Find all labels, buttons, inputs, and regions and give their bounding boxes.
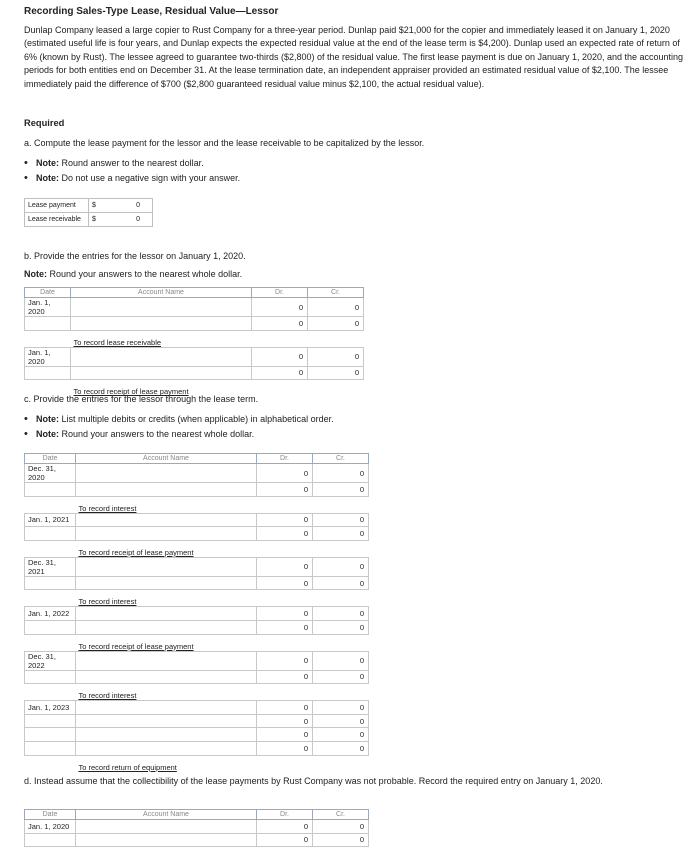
journal-entry-line [25,557,369,576]
memo-row [25,590,369,607]
account-name-input[interactable] [76,464,257,483]
entry-date[interactable]: Jan. 1, 2021 [25,513,76,527]
credit-input[interactable]: 0 [308,347,364,366]
debit-input[interactable]: 0 [257,820,313,834]
memo-row [25,496,369,513]
date-column-header: Date [25,288,71,298]
account-name-input[interactable] [76,527,257,541]
account-name-input[interactable] [76,701,257,715]
account-name-input[interactable] [76,728,257,742]
memo-date-empty [25,634,76,651]
debit-input[interactable]: 0 [257,741,313,755]
date-cell-empty [25,714,76,728]
part-a-note: • Note: Round answer to the nearest dollar. [24,156,240,171]
part-c-notes [24,412,334,441]
debit-input[interactable]: 0 [257,527,313,541]
credit-input[interactable]: 0 [313,607,369,621]
debit-input[interactable]: 0 [252,317,308,331]
journal-entry-line [25,714,369,728]
date-cell-empty [25,317,71,331]
account-name-input[interactable] [76,620,257,634]
journal-entry-line [25,701,369,715]
journal-entry-line [25,317,364,331]
journal-entry-line [25,728,369,742]
memo-cell [76,496,369,513]
account-name-input[interactable] [76,714,257,728]
journal-entry-line [25,576,369,590]
entry-memo: To record receipt of lease payment [78,641,194,651]
debit-input[interactable]: 0 [257,557,313,576]
credit-input[interactable]: 0 [313,651,369,670]
account-name-input[interactable] [76,483,257,497]
memo-date-empty [25,496,76,513]
account-name-column-header: Account Name [71,288,252,298]
journal-entry-line [25,347,364,366]
credit-input[interactable]: 0 [313,557,369,576]
debit-input[interactable]: 0 [252,347,308,366]
entry-date[interactable]: Jan. 1, 2022 [25,607,76,621]
account-name-input[interactable] [71,366,252,380]
date-cell-empty [25,620,76,634]
journal-entry-line [25,513,369,527]
account-name-input[interactable] [76,741,257,755]
debit-input[interactable]: 0 [257,513,313,527]
credit-input[interactable]: 0 [313,513,369,527]
lease-payment-row [25,199,153,213]
journal-entry-line [25,483,369,497]
journal-entry-line [25,464,369,483]
entry-memo: To record receipt of lease payment [78,547,194,557]
date-cell-empty [25,576,76,590]
account-name-input[interactable] [71,347,252,366]
credit-input[interactable]: 0 [313,527,369,541]
memo-cell [76,540,369,557]
debit-input[interactable]: 0 [257,464,313,483]
date-cell-empty [25,670,76,684]
credit-input[interactable]: 0 [313,833,369,847]
credit-column-header: Cr. [313,810,369,820]
credit-input[interactable]: 0 [313,714,369,728]
memo-cell [71,330,364,347]
debit-input[interactable]: 0 [252,366,308,380]
entry-date[interactable]: Jan. 1, 2020 [25,820,76,834]
debit-column-header: Dr. [257,454,313,464]
journal-c-container [24,453,369,772]
account-name-input[interactable] [76,833,257,847]
memo-date-empty [25,330,71,347]
part-a-note: • Note: Do not use a negative sign with your answer. [24,171,240,186]
memo-row [25,540,369,557]
account-name-input[interactable] [71,317,252,331]
part-b-journal-table [24,287,364,396]
credit-input[interactable]: 0 [308,298,364,317]
memo-row [25,634,369,651]
journal-entry-line [25,820,369,834]
currency-symbol: $ [89,213,106,227]
credit-input[interactable]: 0 [308,317,364,331]
debit-input[interactable]: 0 [257,714,313,728]
lease-receivable-label: Lease receivable [25,213,89,227]
journal-header-row [25,810,369,820]
date-cell-empty [25,366,71,380]
lease-receivable-row [25,213,153,227]
account-name-input[interactable] [76,820,257,834]
account-name-input[interactable] [76,670,257,684]
credit-input[interactable]: 0 [313,576,369,590]
journal-entry-line [25,298,364,317]
problem-description: Dunlap Company leased a large copier to Rust Company for a three-year period. Dunlap paid $21,000 for the copier and immediately leased it on January 1, 2020 (estimated useful life is four years, and Dunlap expects the expected residual value at the end of the lease term is $4,200). Dunlap used an expected rate of return of 6% (known by Rust). The lessee agreed to guarantee two-thirds ($2,800) of the residual value. The first lease payment is due on January 1, 2020, and the accounting periods for both entities end on December 31. At the lease termination date, an independent appraiser provided an estimated residual value of $2,100. The lessee immediately paid the difference of $700 ($2,800 guaranteed residual value minus $2,100, the actual residual value). [24,25,684,89]
credit-input[interactable]: 0 [313,483,369,497]
entry-date[interactable]: Dec. 31, 2022 [25,651,76,670]
problem-title: Recording Sales-Type Lease, Residual Value—Lessor [24,6,279,17]
debit-input[interactable]: 0 [257,833,313,847]
memo-date-empty [25,590,76,607]
memo-date-empty [25,684,76,701]
credit-column-header: Cr. [308,288,364,298]
debit-input[interactable]: 0 [257,576,313,590]
date-cell-empty [25,833,76,847]
entry-date[interactable]: Dec. 31, 2021 [25,557,76,576]
credit-input[interactable]: 0 [313,701,369,715]
journal-entry-line [25,620,369,634]
account-name-column-header: Account Name [76,810,257,820]
memo-date-empty [25,540,76,557]
credit-input[interactable]: 0 [313,741,369,755]
entry-memo: To record return of equipment [78,762,177,772]
credit-input[interactable]: 0 [313,620,369,634]
lease-receivable-input[interactable]: 0 [105,213,153,227]
journal-entry-line [25,607,369,621]
debit-column-header: Dr. [257,810,313,820]
part-a-prompt: a. Compute the lease payment for the lessor and the lease receivable to be capitalized by the lessor. [24,138,425,148]
part-b-prompt: b. Provide the entries for the lessor on January 1, 2020. [24,251,246,261]
credit-input[interactable]: 0 [308,366,364,380]
memo-row [25,330,364,347]
part-d-prompt: d. Instead assume that the collectibility of the lease payments by Rust Company was not probable. Record the required entry on January 1, 2020. [24,776,603,786]
memo-cell [76,684,369,701]
memo-date-empty [25,755,76,772]
account-name-input[interactable] [76,651,257,670]
debit-input[interactable]: 0 [257,620,313,634]
part-c-note: • Note: List multiple debits or credits (when applicable) in alphabetical order. [24,412,334,427]
date-column-header: Date [25,454,76,464]
journal-entry-line [25,366,364,380]
entry-date[interactable]: Jan. 1, 2023 [25,701,76,715]
memo-row [25,755,369,772]
part-b-note: Note: Round your answers to the nearest whole dollar. [24,269,243,279]
debit-input[interactable]: 0 [257,483,313,497]
memo-cell [76,634,369,651]
entry-date[interactable]: Dec. 31, 2020 [25,464,76,483]
debit-input[interactable]: 0 [257,670,313,684]
journal-entry-line [25,527,369,541]
account-name-input[interactable] [76,513,257,527]
journal-header-row [25,454,369,464]
credit-input[interactable]: 0 [313,728,369,742]
currency-symbol: $ [89,199,106,213]
memo-cell [76,590,369,607]
entry-memo: To record interest [78,691,137,701]
journal-entry-line [25,833,369,847]
date-cell-empty [25,741,76,755]
debit-column-header: Dr. [252,288,308,298]
journal-d-container [24,809,369,847]
journal-entry-line [25,741,369,755]
entry-date[interactable]: Jan. 1, 2020 [25,347,71,366]
lease-payment-input[interactable]: 0 [105,199,153,213]
lease-payment-label: Lease payment [25,199,89,213]
date-cell-empty [25,728,76,742]
account-name-column-header: Account Name [76,454,257,464]
debit-input[interactable]: 0 [257,701,313,715]
memo-row [25,684,369,701]
debit-input[interactable]: 0 [252,298,308,317]
credit-input[interactable]: 0 [313,670,369,684]
journal-header-row [25,288,364,298]
debit-input[interactable]: 0 [257,728,313,742]
credit-input[interactable]: 0 [313,464,369,483]
entry-memo: To record lease receivable [73,337,162,347]
journal-b-container [24,287,364,396]
memo-cell [76,755,369,772]
debit-input[interactable]: 0 [257,651,313,670]
part-a-notes [24,156,240,185]
journal-entry-line [25,651,369,670]
entry-memo: To record interest [78,503,137,513]
date-cell-empty [25,527,76,541]
entry-memo: To record interest [78,597,137,607]
part-c-prompt: c. Provide the entries for the lessor through the lease term. [24,394,259,404]
date-column-header: Date [25,810,76,820]
date-cell-empty [25,483,76,497]
account-name-input[interactable] [76,576,257,590]
part-d-journal-table [24,809,369,847]
credit-input[interactable]: 0 [313,820,369,834]
entry-memo: To record receipt of lease payment [73,387,189,397]
credit-column-header: Cr. [313,454,369,464]
required-heading: Required [24,118,65,128]
part-c-note: • Note: Round your answers to the nearest whole dollar. [24,427,334,442]
lease-computation-table [24,198,153,227]
account-name-input[interactable] [76,607,257,621]
journal-entry-line [25,670,369,684]
debit-input[interactable]: 0 [257,607,313,621]
account-name-input[interactable] [76,557,257,576]
part-c-journal-table [24,453,369,772]
entry-date[interactable]: Jan. 1, 2020 [25,298,71,317]
account-name-input[interactable] [71,298,252,317]
